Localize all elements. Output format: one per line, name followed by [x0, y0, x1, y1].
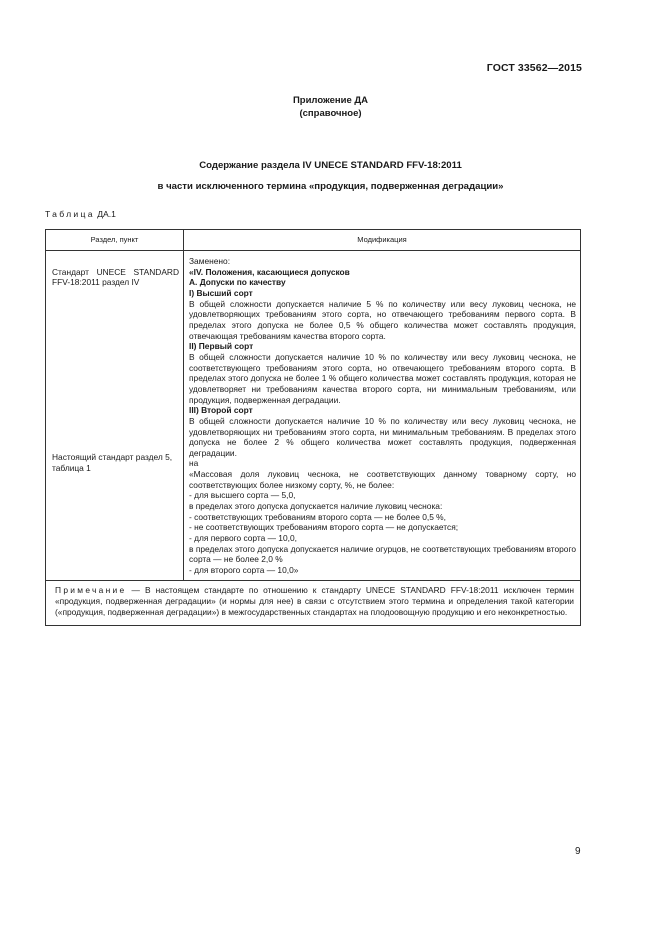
note-cell — [46, 580, 581, 625]
heading-quality-tolerances: А. Допуски по качеству — [189, 277, 286, 288]
table-caption — [45, 209, 116, 219]
section-cell — [46, 251, 184, 581]
note-label: Примечание — [55, 584, 127, 595]
text-premium-grade: В общей сложности допускается наличие 5 % по количеству или весу луковиц чеснока, не удовлетворяющих требованиям этого сорта, но отвечающего требованиям первого сорта. В пределах этого допуска не более 0,5 % общего количества может составлять продукция, отвечающая требованиям качества второго сорта. — [189, 298, 576, 341]
list-item: - для второго сорта — 10,0» — [189, 565, 299, 576]
table-caption-number: ДА.1 — [97, 209, 116, 219]
within-tolerance-2: в пределах этого допуска допускается наличие огурцов, не соответствующих требованиям второго сорта — не более 2,0 % — [189, 543, 576, 565]
modification-table — [45, 229, 581, 626]
list-item: - для высшего сорта — 5,0, — [189, 490, 296, 501]
note-row — [46, 580, 581, 625]
replaced-label: Заменено: — [189, 256, 231, 266]
note-text: — В настоящем стандарте по отношению к стандарту UNECE STANDARD FFV-18:2011 исключен термин «продукция, подверженная деградации» (и нормы для нее) в связи с отсутствием этого термина и определения такой категории («продукция, подверженная деградации») в межгосударственных стандартах на плодоовощную продукцию и его неконкретностью. — [55, 584, 574, 618]
section-ref-standard: Настоящий стандарт раздел 5, таблица 1 — [52, 451, 173, 473]
text-first-grade: В общей сложности допускается наличие 10 % по количеству или весу луковиц чеснока, не соответствующего требованиям этого сорта, но отвечающего требованиям второго сорта. В пределах этого допуска не более 1 % общего количества может составлять продукция, которая не удовлетворяет ни требованиям качества второго сорта, ни минимальным требованиям, или продукция, подверженная деградации. — [189, 351, 576, 405]
header-section: Раздел, пункт — [46, 230, 184, 251]
table-row — [46, 251, 581, 581]
heading-premium-grade: I) Высший сорт — [189, 287, 253, 298]
text-second-grade: В общей сложности допускается наличие 10 % по количеству или весу луковиц чеснока, не удовлетворяющих ни требованиям этого сорта, ни минимальным требованиям. В пределах этого допуска не более 2 % общего количества может составлять продукция, подверженная деградации. — [189, 415, 576, 458]
new-text-intro: «Массовая доля луковиц чеснока, не соответствующих данному товарному сорту, но соответствующих более низкому сорту, %, не более: — [189, 469, 576, 490]
table-caption-label: Таблица — [45, 209, 95, 219]
section-subtitle: в части исключенного термина «продукция, подверженная деградации» — [157, 181, 504, 192]
heading-tolerances: «IV. Положения, касающиеся допусков — [189, 266, 350, 277]
appendix-heading — [0, 94, 661, 120]
section-ref-unece: Стандарт UNECE STANDARD FFV-18:2011 раздел IV — [52, 266, 179, 288]
heading-second-grade: III) Второй сорт — [189, 405, 253, 416]
modification-cell — [184, 251, 581, 581]
header-modification: Модификация — [184, 230, 581, 251]
list-item: - для первого сорта — 10,0, — [189, 533, 297, 544]
list-item: - не соответствующих требованиям второго сорта — не допускается; — [189, 522, 459, 533]
appendix-title: Приложение ДА — [292, 95, 369, 106]
page-number: 9 — [575, 846, 581, 857]
list-item: - соответствующих требованиям второго сорта — не более 0,5 %, — [189, 511, 446, 522]
standard-id: ГОСТ 33562—2015 — [486, 62, 582, 74]
within-tolerance-1: в пределах этого допуска допускается наличие луковиц чеснока: — [189, 501, 443, 512]
on-label: на — [189, 458, 199, 469]
section-title: Содержание раздела IV UNECE STANDARD FFV-18:2011 — [199, 160, 462, 171]
appendix-subtitle: (справочное) — [299, 108, 362, 119]
table-header-row — [46, 230, 581, 251]
heading-first-grade: II) Первый сорт — [189, 341, 254, 352]
